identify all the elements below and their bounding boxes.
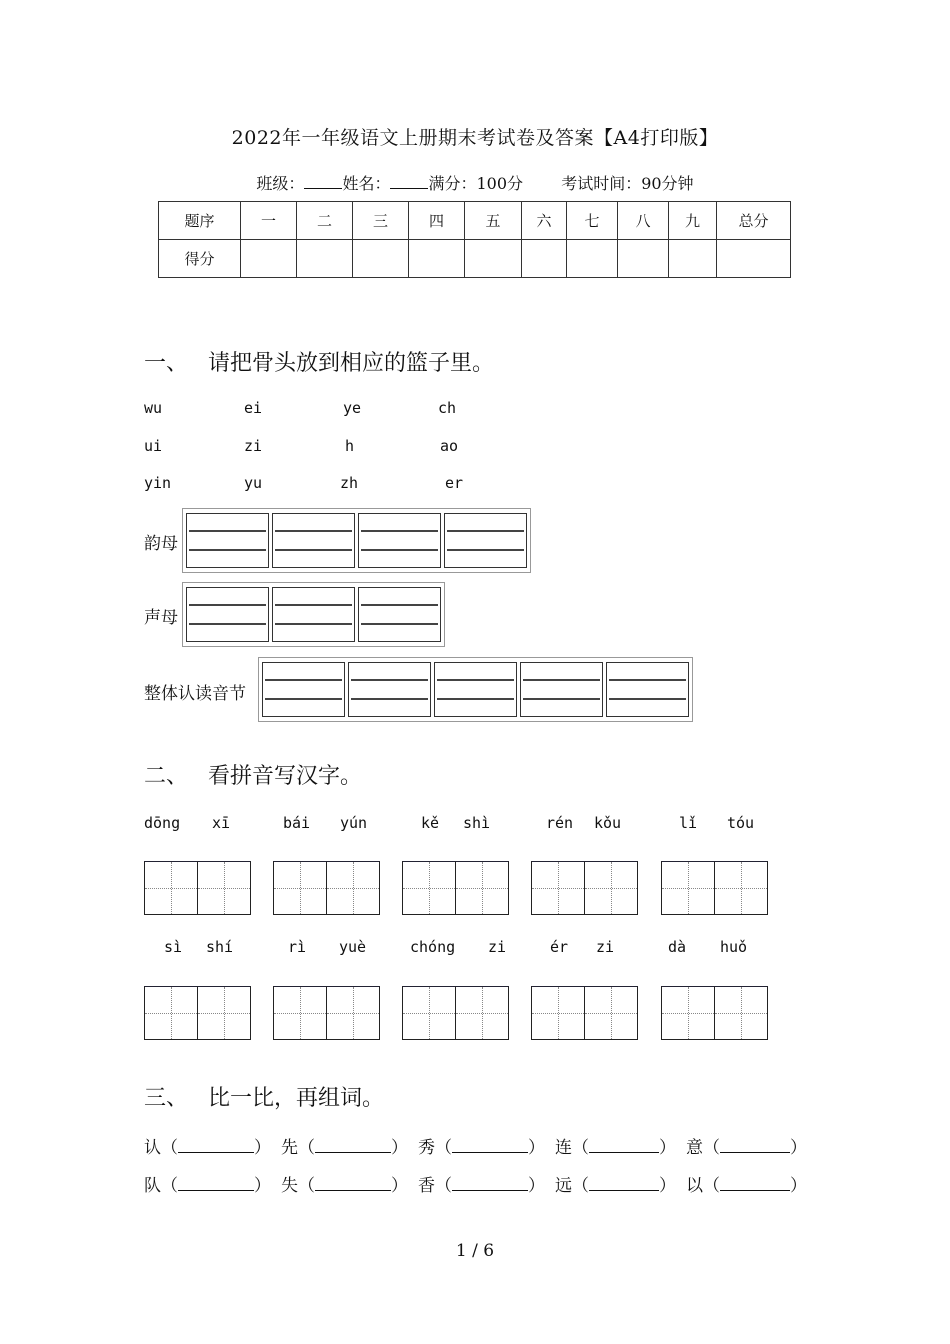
tianzige-cell[interactable] [661, 986, 715, 1040]
pinyin-item: wu [144, 399, 163, 417]
pinyin-a: ér [550, 938, 569, 956]
section2-heading [144, 759, 362, 790]
writing-grid [402, 861, 507, 915]
compare-char: 秀 [418, 1138, 435, 1158]
pinyin-b: yún [340, 814, 368, 832]
section-title: 请把骨头放到相应的篮子里。 [208, 351, 495, 376]
name-label: 姓名： [342, 174, 391, 193]
pinyin-item: h [345, 437, 355, 455]
table-cell: 九 [669, 202, 717, 240]
table-cell: 七 [567, 202, 618, 240]
score-cell[interactable] [465, 240, 522, 278]
bone-slot[interactable] [444, 513, 527, 568]
tianzige-cell[interactable] [531, 861, 585, 915]
pinyin-a: chóng [410, 938, 456, 956]
tianzige-cell[interactable] [326, 986, 380, 1040]
basket-zhengti [258, 657, 693, 722]
tianzige-cell[interactable] [273, 861, 327, 915]
name-blank[interactable] [390, 174, 428, 189]
pinyin-item: ao [440, 437, 459, 455]
answer-blank[interactable] [720, 1140, 790, 1153]
writing-grid [273, 861, 378, 915]
tianzige-cell[interactable] [531, 986, 585, 1040]
pinyin-b: tóu [727, 814, 755, 832]
compare-char: 以 [686, 1176, 703, 1196]
basket-label: 声母 [144, 608, 178, 628]
pinyin-a: dōng [144, 814, 181, 832]
writing-grid [273, 986, 378, 1040]
compare-item: 先（ ） [281, 1138, 408, 1158]
table-cell: 总分 [717, 202, 791, 240]
pinyin-b: huǒ [720, 938, 748, 956]
table-cell: 八 [618, 202, 669, 240]
basket-shengmu [182, 582, 445, 647]
answer-blank[interactable] [589, 1140, 659, 1153]
answer-blank[interactable] [178, 1140, 254, 1153]
writing-grid [144, 986, 249, 1040]
score-table-header-row [159, 202, 791, 240]
bone-slot[interactable] [606, 662, 689, 717]
compare-char: 队 [144, 1176, 161, 1196]
tianzige-cell[interactable] [455, 986, 509, 1040]
writing-grid [531, 986, 636, 1040]
compare-char: 意 [686, 1138, 703, 1158]
tianzige-cell[interactable] [144, 986, 198, 1040]
pinyin-item: yu [244, 474, 263, 492]
pinyin-a: lǐ [679, 814, 698, 832]
pinyin-b: shì [463, 814, 491, 832]
score-cell[interactable] [618, 240, 669, 278]
pinyin-b: zi [488, 938, 507, 956]
class-label: 班级： [256, 174, 305, 193]
tianzige-cell[interactable] [197, 986, 251, 1040]
bone-slot[interactable] [348, 662, 431, 717]
answer-blank[interactable] [452, 1178, 528, 1191]
section-number: 三、 [144, 1086, 189, 1111]
answer-blank[interactable] [589, 1178, 659, 1191]
tianzige-cell[interactable] [584, 986, 638, 1040]
bone-slot[interactable] [186, 513, 269, 568]
score-cell[interactable] [297, 240, 353, 278]
tianzige-cell[interactable] [584, 861, 638, 915]
table-cell: 四 [409, 202, 465, 240]
basket-label: 整体认读音节 [144, 684, 246, 704]
pinyin-b: yuè [339, 938, 367, 956]
score-cell[interactable] [717, 240, 791, 278]
pinyin-item: yin [144, 474, 172, 492]
pinyin-b: kǒu [594, 814, 622, 832]
pinyin-a: rén [546, 814, 574, 832]
answer-blank[interactable] [720, 1178, 790, 1191]
class-blank[interactable] [304, 174, 342, 189]
pinyin-a: sì [164, 938, 183, 956]
answer-blank[interactable] [178, 1178, 254, 1191]
table-cell: 三 [353, 202, 409, 240]
tianzige-cell[interactable] [661, 861, 715, 915]
section3-heading [144, 1081, 384, 1112]
score-cell[interactable] [567, 240, 618, 278]
bone-slot[interactable] [520, 662, 603, 717]
tianzige-cell[interactable] [455, 861, 509, 915]
pinyin-item: ch [438, 399, 457, 417]
bone-slot[interactable] [186, 587, 269, 642]
compare-char: 连 [555, 1138, 572, 1158]
compare-item: 秀（ ） [418, 1138, 545, 1158]
compare-item: 香（ ） [418, 1176, 545, 1196]
tianzige-cell[interactable] [714, 861, 768, 915]
writing-grid [661, 986, 766, 1040]
table-cell: 五 [465, 202, 522, 240]
writing-grid [402, 986, 507, 1040]
pinyin-a: dà [668, 938, 687, 956]
table-cell: 题序 [159, 202, 241, 240]
bone-slot[interactable] [272, 513, 355, 568]
table-cell: 二 [297, 202, 353, 240]
bone-slot[interactable] [262, 662, 345, 717]
score-cell[interactable] [241, 240, 297, 278]
exam-time: 考试时间：90分钟 [561, 174, 694, 193]
pinyin-a: rì [288, 938, 307, 956]
score-cell[interactable] [669, 240, 717, 278]
compare-item: 连（ ） [555, 1138, 676, 1158]
answer-blank[interactable] [452, 1140, 528, 1153]
bone-slot[interactable] [272, 587, 355, 642]
compare-item: 以（ ） [686, 1176, 807, 1196]
bone-slot[interactable] [434, 662, 517, 717]
score-cell[interactable] [353, 240, 409, 278]
tianzige-cell[interactable] [326, 861, 380, 915]
compare-char: 远 [555, 1176, 572, 1196]
answer-blank[interactable] [315, 1178, 391, 1191]
bone-slot[interactable] [358, 587, 441, 642]
compare-row [144, 1133, 817, 1158]
compare-item: 队（ ） [144, 1176, 271, 1196]
basket-yunmu [182, 508, 531, 573]
compare-item: 失（ ） [281, 1176, 408, 1196]
compare-char: 认 [144, 1138, 161, 1158]
page-number: 1 / 6 [455, 1241, 495, 1261]
compare-char: 失 [281, 1176, 298, 1196]
section-number: 二、 [144, 764, 189, 789]
tianzige-cell[interactable] [402, 986, 456, 1040]
writing-grid [144, 861, 249, 915]
score-cell[interactable] [522, 240, 567, 278]
compare-char: 先 [281, 1138, 298, 1158]
writing-grid [531, 861, 636, 915]
pinyin-item: ei [244, 399, 263, 417]
bone-slot[interactable] [358, 513, 441, 568]
compare-row [144, 1171, 817, 1196]
table-cell: 六 [522, 202, 567, 240]
pinyin-item: ui [144, 437, 163, 455]
pinyin-b: xī [212, 814, 231, 832]
pinyin-item: er [445, 474, 464, 492]
pinyin-item: zh [340, 474, 359, 492]
pinyin-item: ye [343, 399, 362, 417]
tianzige-cell[interactable] [144, 861, 198, 915]
pinyin-a: bái [283, 814, 311, 832]
pinyin-a: kě [421, 814, 440, 832]
compare-char: 香 [418, 1176, 435, 1196]
pinyin-item: zi [244, 437, 263, 455]
table-cell: 得分 [159, 240, 241, 278]
section-title: 看拼音写汉字。 [208, 764, 363, 789]
tianzige-cell[interactable] [402, 861, 456, 915]
section1-heading [144, 346, 494, 377]
tianzige-cell[interactable] [714, 986, 768, 1040]
page-title: 2022年一年级语文上册期末考试卷及答案【A4打印版】 [231, 127, 719, 149]
answer-blank[interactable] [315, 1140, 391, 1153]
full-score: 满分：100分 [428, 174, 523, 193]
compare-item: 意（ ） [686, 1138, 807, 1158]
pinyin-b: zi [596, 938, 615, 956]
score-table-score-row [159, 240, 791, 278]
compare-item: 远（ ） [555, 1176, 676, 1196]
score-table [158, 201, 791, 278]
table-cell: 一 [241, 202, 297, 240]
tianzige-cell[interactable] [197, 861, 251, 915]
compare-item: 认（ ） [144, 1138, 271, 1158]
tianzige-cell[interactable] [273, 986, 327, 1040]
section-number: 一、 [144, 351, 189, 376]
score-cell[interactable] [409, 240, 465, 278]
writing-grid [661, 861, 766, 915]
basket-label: 韵母 [144, 534, 178, 554]
pinyin-b: shí [206, 938, 234, 956]
exam-info-line [0, 171, 950, 194]
section-title: 比一比，再组词。 [208, 1086, 385, 1111]
